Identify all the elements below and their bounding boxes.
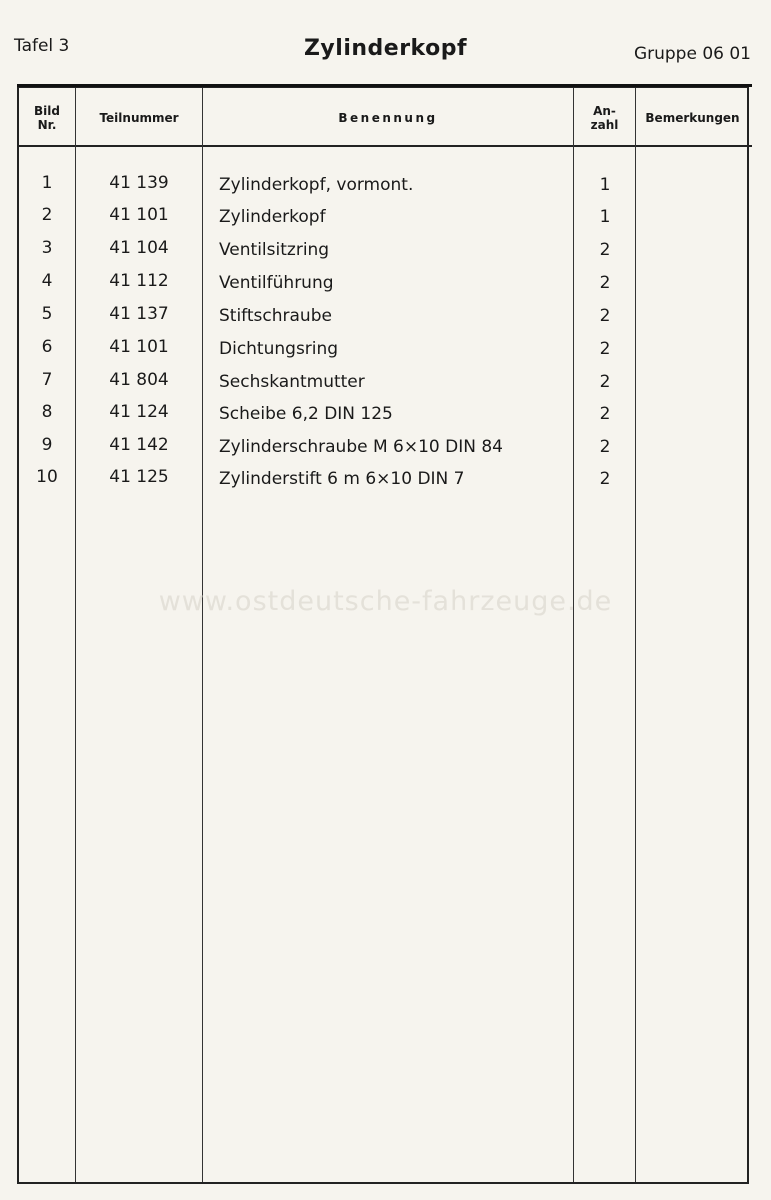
row-number: 4 — [41, 271, 53, 291]
col-header-anzahl — [574, 90, 635, 146]
quantity: 2 — [599, 372, 611, 392]
part-number: 41 101 — [109, 205, 169, 225]
col-header-text: zahl — [590, 118, 619, 132]
quantity: 2 — [599, 404, 611, 424]
part-number: 41 112 — [109, 271, 169, 291]
column-divider — [202, 88, 203, 1182]
part-name: Scheibe 6,2 DIN 125 — [219, 404, 393, 424]
part-name: Stiftschraube — [219, 306, 332, 326]
part-number: 41 142 — [109, 435, 169, 455]
row-number: 3 — [41, 238, 53, 258]
page-title: Zylinderkopf — [303, 36, 468, 61]
part-name: Zylinderkopf — [219, 207, 326, 227]
row-number: 10 — [36, 467, 58, 487]
part-number: 41 139 — [109, 173, 169, 193]
row-number: 9 — [41, 435, 53, 455]
table-top-rule — [17, 84, 752, 87]
quantity: 2 — [599, 469, 611, 489]
quantity: 2 — [599, 437, 611, 457]
col-header-bemerkungen: Bemerkungen — [645, 111, 740, 125]
watermark-text: www.ostdeutsche-fahrzeuge.de — [158, 586, 613, 617]
quantity: 1 — [599, 207, 611, 227]
plate-number: Tafel 3 — [14, 36, 70, 56]
quantity: 2 — [599, 306, 611, 326]
quantity: 2 — [599, 240, 611, 260]
part-number: 41 104 — [109, 238, 169, 258]
quantity: 2 — [599, 339, 611, 359]
part-name: Dichtungsring — [219, 339, 339, 359]
col-header-text: Nr. — [37, 118, 57, 132]
col-header-teilnummer: Teilnummer — [99, 111, 179, 125]
quantity: 2 — [599, 273, 611, 293]
row-number: 5 — [41, 304, 53, 324]
row-number: 8 — [41, 402, 53, 422]
part-number: 41 124 — [109, 402, 169, 422]
part-number: 41 137 — [109, 304, 169, 324]
part-number: 41 101 — [109, 337, 169, 357]
part-number: 41 125 — [109, 467, 169, 487]
row-number: 1 — [41, 173, 53, 193]
part-name: Sechskantmutter — [219, 372, 365, 392]
quantity: 1 — [599, 175, 611, 195]
group-number: Gruppe 06 01 — [633, 44, 751, 64]
col-header-text: An- — [593, 104, 616, 118]
part-name: Zylinderkopf, vormont. — [219, 175, 414, 195]
part-name: Zylinderschraube M 6×10 DIN 84 — [219, 437, 504, 457]
row-number: 2 — [41, 205, 53, 225]
row-number: 6 — [41, 337, 53, 357]
part-number: 41 804 — [109, 370, 169, 390]
part-name: Ventilführung — [219, 273, 334, 293]
col-header-benennung: Benennung — [338, 111, 438, 125]
row-number: 7 — [41, 370, 53, 390]
part-name: Zylinderstift 6 m 6×10 DIN 7 — [219, 469, 465, 489]
col-header-text: Bild — [34, 104, 60, 118]
part-name: Ventilsitzring — [219, 240, 330, 260]
col-header-bild-nr — [19, 90, 75, 146]
